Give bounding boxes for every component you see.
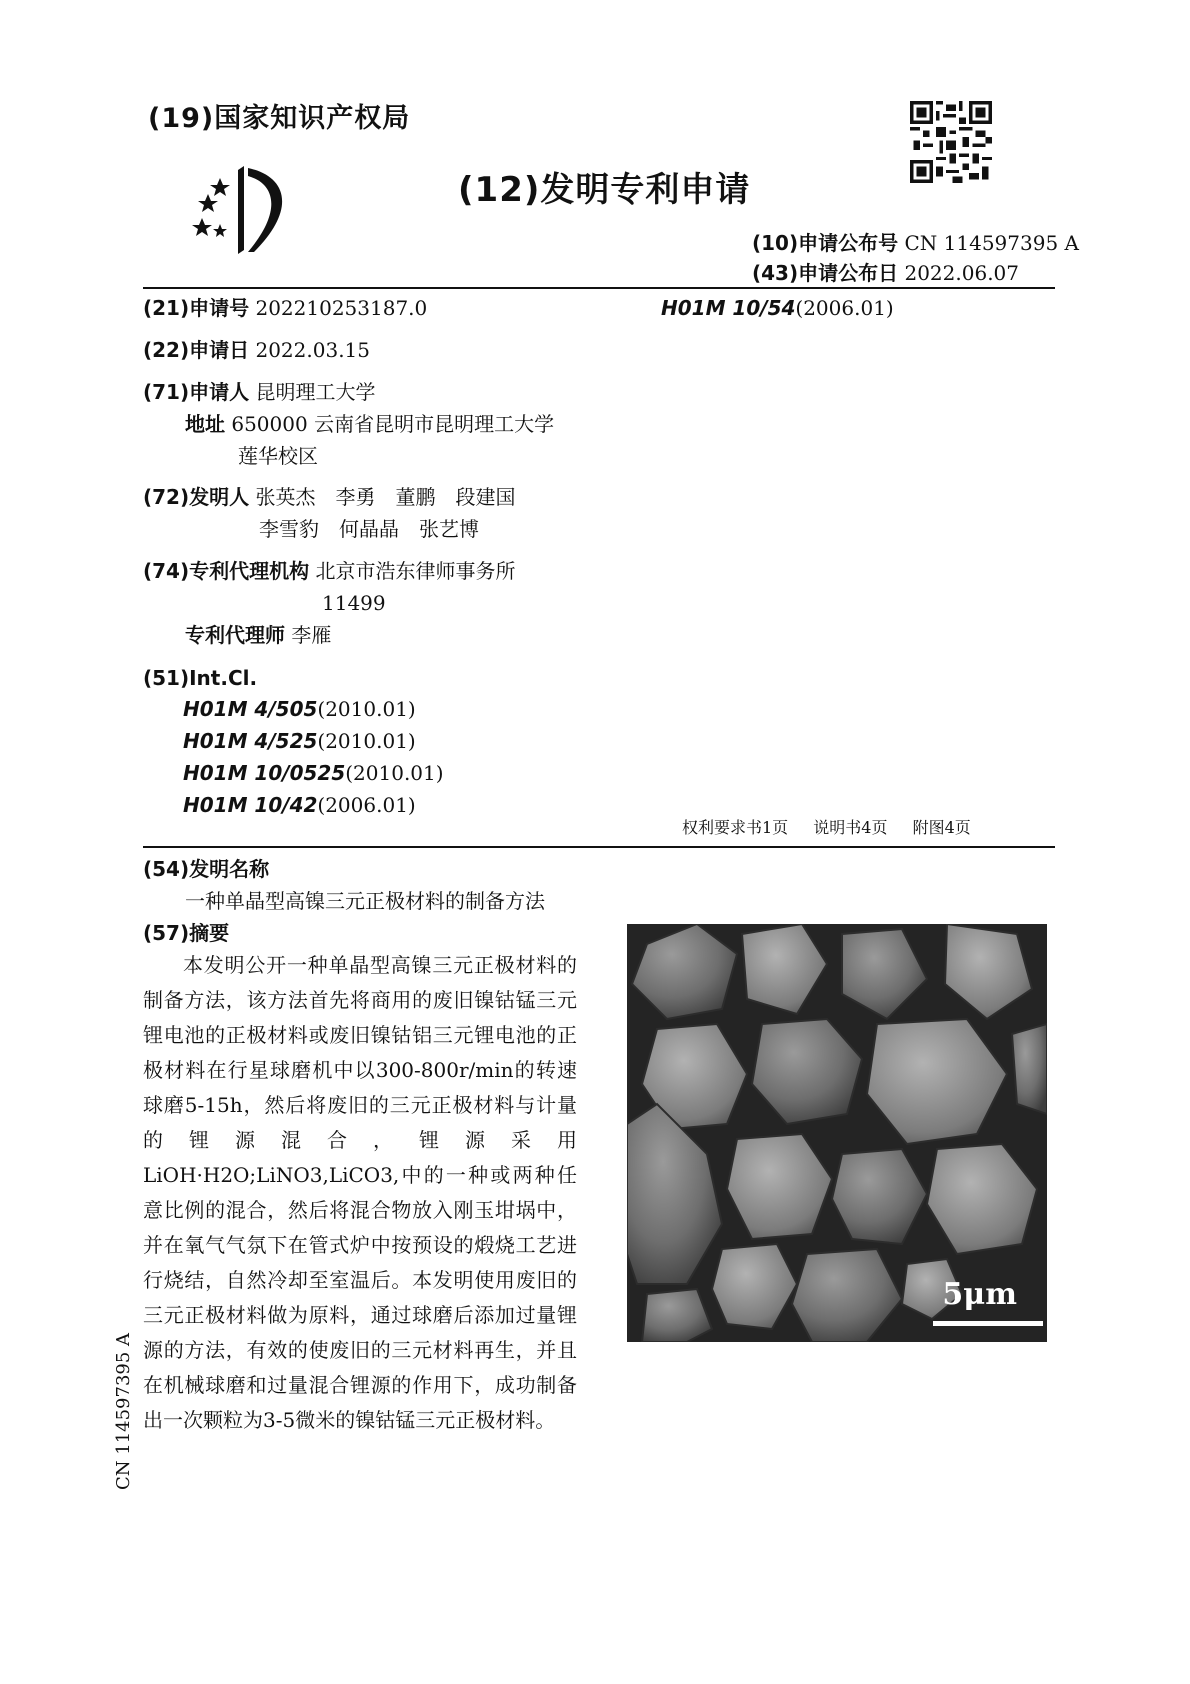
application-date — [143, 334, 370, 366]
ipc-version: (2010.01) — [345, 761, 444, 785]
page-counts — [682, 815, 991, 838]
scale-bar — [933, 1321, 1043, 1326]
applicant-value: 昆明理工大学 — [255, 380, 376, 404]
publication-number — [752, 227, 1079, 256]
publication-number-value: CN 114597395 A — [904, 231, 1079, 255]
abstract-text: 本发明公开一种单晶型高镍三元正极材料的制备方法，该方法首先将商用的废旧镍钴锰三元锂电池的正极材料或废旧镍钴铝三元锂电池的正极材料在行星球磨机中以300-800r/min的转速球磨5-15h，然后将废旧的三元正极材料与计量的锂源混合，锂源采用LiOH·H2O;LiNO3,LiCO3,中的一种或两种任意比例的混合，然后将混合物放入刚玉坩埚中，并在氧气气氛下在管式炉中按预设的煅烧工艺进行烧结，自然冷却至室温后。本发明使用废旧的三元正极材料做为原料，通过球磨后添加过量锂源的方法，有效的使废旧的三元材料再生，并且在机械球磨和过量混合锂源的作用下，成功制备出一次颗粒为3-5微米的镍钴锰三元正极材料。 — [143, 953, 577, 1432]
ipc-right-version: (2006.01) — [795, 296, 894, 320]
inventors-line-1: 张英杰 李勇 董鹏 段建国 — [255, 485, 516, 509]
address-label: 地址 — [185, 412, 225, 436]
ipc-right — [661, 292, 894, 324]
application-date-value: 2022.03.15 — [255, 338, 370, 362]
ipc-version: (2010.01) — [317, 697, 416, 721]
address — [185, 408, 554, 440]
invention-title: 一种单晶型高镍三元正极材料的制备方法 — [185, 889, 545, 913]
ipc-right-code: H01M 10/54 — [661, 296, 796, 320]
ipc-version: (2010.01) — [317, 729, 416, 753]
application-date-label: (22)申请日 — [143, 338, 250, 362]
office-name: (19)国家知识产权局 — [148, 103, 411, 134]
patent-agent-label: 专利代理师 — [185, 623, 285, 647]
biblio-divider — [143, 846, 1055, 848]
description-pages: 说明书4页 — [813, 818, 888, 837]
claims-pages: 权利要求书1页 — [682, 818, 789, 837]
application-number — [143, 292, 427, 324]
patent-agency-value: 北京市浩东律师事务所 — [315, 559, 516, 583]
ipc-code: H01M 4/525 — [183, 729, 318, 753]
publication-date-label: (43)申请公布日 — [752, 261, 899, 285]
patent-agency — [143, 555, 515, 587]
ipc-version: (2006.01) — [317, 793, 416, 817]
qr-code-icon — [910, 101, 992, 183]
applicant — [143, 376, 375, 408]
side-publication-number: CN 114597395 A — [113, 1332, 134, 1490]
address-line-2: 莲华校区 — [238, 444, 318, 468]
ipc-entry — [183, 757, 444, 789]
document-type: (12)发明专利申请 — [458, 170, 751, 210]
patent-agent — [185, 619, 331, 651]
drawings-pages: 附图4页 — [912, 818, 971, 837]
ipc-entry — [183, 725, 416, 757]
header-divider — [143, 287, 1055, 289]
inventors — [143, 481, 515, 513]
publication-date-value: 2022.06.07 — [904, 261, 1019, 285]
patent-agency-label: (74)专利代理机构 — [143, 559, 310, 583]
ipc-code: H01M 4/505 — [183, 697, 318, 721]
applicant-label: (71)申请人 — [143, 380, 250, 404]
inventors-line-2: 李雪豹 何晶晶 张艺博 — [259, 517, 479, 541]
publication-date — [752, 257, 1019, 286]
ipc-code: H01M 10/0525 — [183, 761, 346, 785]
scale-bar-label: 5μm — [942, 1277, 1017, 1312]
ipc-code: H01M 10/42 — [183, 793, 318, 817]
abstract-label: (57)摘要 — [143, 921, 230, 945]
address-line-1: 650000 云南省昆明市昆明理工大学 — [231, 412, 555, 436]
application-number-label: (21)申请号 — [143, 296, 250, 320]
ipc-entry — [183, 789, 416, 821]
invention-title-label: (54)发明名称 — [143, 857, 270, 881]
ipc-entry — [183, 693, 416, 725]
application-number-value: 202210253187.0 — [255, 296, 428, 320]
inventors-label: (72)发明人 — [143, 485, 250, 509]
sem-image — [627, 924, 1047, 1342]
patent-agent-value: 李雁 — [291, 623, 332, 647]
publication-number-label: (10)申请公布号 — [752, 231, 899, 255]
patent-agency-code: 11499 — [322, 591, 386, 615]
intcl-label: (51)Int.Cl. — [143, 666, 258, 690]
cnipa-logo-icon — [190, 160, 320, 254]
